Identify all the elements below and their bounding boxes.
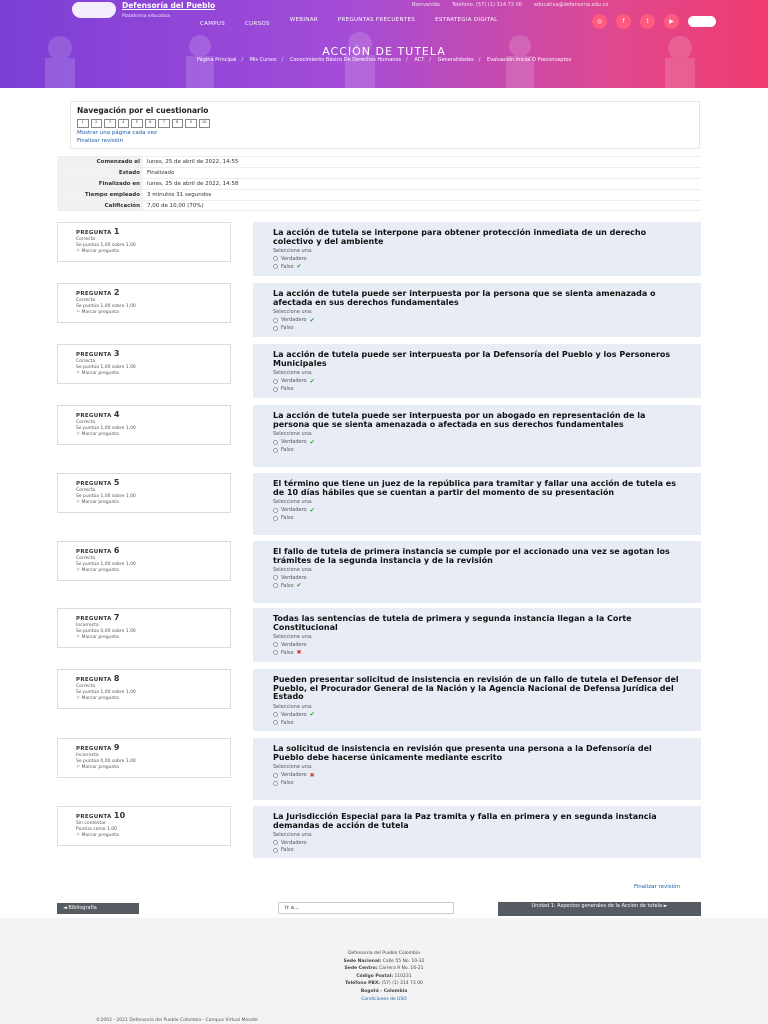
welcome-text: Bienvenido: [412, 2, 440, 8]
select-one-label: Seleccione una:: [273, 370, 313, 376]
attempt-summary: [57, 156, 701, 211]
copyright: ©2002 - 2021 Defensoría del Pueblo Colombia - Campus Virtual Moodle: [96, 1018, 258, 1023]
social-icons: [592, 14, 716, 29]
summary-row: [57, 189, 701, 200]
breadcrumb-item[interactable]: Página Principal: [196, 57, 237, 63]
question-number-value: 6: [113, 546, 120, 555]
question-info: [57, 473, 231, 513]
question-label: PREGUNTA: [76, 352, 112, 358]
answer-option-true[interactable]: [273, 439, 681, 446]
radio-button[interactable]: [273, 387, 278, 392]
answer-label: Verdadero: [281, 317, 307, 323]
select-one-label: Seleccione una:: [273, 764, 313, 770]
question-number: [76, 410, 212, 419]
flag-question-link[interactable]: [76, 635, 212, 640]
footer-label: Código Postal:: [356, 973, 393, 979]
question-number-value: 2: [113, 288, 120, 297]
radio-button[interactable]: [273, 256, 278, 261]
breadcrumb-item[interactable]: ACT: [414, 57, 425, 63]
top-contact-info: [412, 2, 608, 8]
flag-icon: ⚐: [76, 833, 82, 838]
answer-option-false[interactable]: [273, 263, 681, 270]
answer-option-true[interactable]: [273, 575, 681, 581]
answer-label: Falso: [281, 515, 294, 521]
select-one-label: Seleccione una:: [273, 248, 313, 254]
breadcrumb: Página Principal / Mis Cursos / Conocimiento Básico De Derechos Humanos / ACT / Generalidades / Evaluación Inicial O Preconceptos: [196, 57, 572, 63]
logo-icon: [72, 2, 116, 18]
answer-label: Falso: [281, 780, 294, 786]
select-one-label: Seleccione una:: [273, 567, 313, 573]
radio-button[interactable]: [273, 326, 278, 331]
quiz-nav-button[interactable]: 3: [104, 119, 116, 128]
question-status: Sin contestar: [76, 821, 106, 826]
answer-label: Falso: [281, 447, 294, 453]
summary-label: Finalizado en: [57, 179, 143, 189]
phone-text: Teléfono: (57) (1) 314 73 00: [451, 2, 522, 8]
answer-label: Verdadero: [281, 378, 307, 384]
question-status: Correcta: [76, 237, 96, 242]
flag-label: Marcar pregunta: [81, 833, 119, 838]
answer-label: Verdadero: [281, 574, 307, 581]
question-text: La acción de tutela puede ser interpuesta por la Defensoría del Pueblo y los Personeros Municipales: [273, 350, 671, 368]
radio-button[interactable]: [273, 264, 278, 269]
summary-value: 7,00 de 10,00 (70%): [147, 202, 204, 209]
quiz-nav-button[interactable]: 4: [118, 119, 130, 128]
question-label: PREGUNTA: [76, 677, 112, 683]
radio-button[interactable]: [273, 516, 278, 521]
radio-button[interactable]: [273, 642, 278, 647]
footer-value: (57) (1) 314 73 00: [381, 981, 423, 987]
quiz-nav-button[interactable]: 2: [91, 119, 103, 128]
quiz-nav-button[interactable]: 5: [131, 119, 143, 128]
answer-option-false[interactable]: [273, 447, 681, 453]
flag-question-link[interactable]: [76, 500, 212, 505]
question-text: Todas las sentencias de tutela de primera y segunda instancia llegan a la Corte Constitucional: [273, 614, 632, 632]
question-label: PREGUNTA: [76, 291, 112, 297]
answer-option-true[interactable]: [273, 507, 681, 514]
radio-button[interactable]: [273, 720, 278, 725]
flag-question-link[interactable]: [76, 432, 212, 437]
flag-icon: ⚐: [76, 635, 82, 640]
question-points: Puntúa como 1,00: [76, 827, 117, 832]
select-one-label: Seleccione una:: [273, 309, 313, 315]
question-number: [76, 478, 212, 487]
answer-option-true[interactable]: [273, 840, 681, 846]
flag-label: Marcar pregunta: [81, 568, 119, 573]
radio-button[interactable]: [273, 650, 278, 655]
question-points: Se puntúa 0,00 sobre 1,00: [76, 759, 136, 764]
summary-value: lunes, 25 de abril de 2022, 14:58: [147, 181, 239, 187]
summary-row: [57, 156, 701, 167]
flag-icon: ⚐: [76, 696, 82, 701]
nav-campus[interactable]: CAMPUS: [200, 21, 225, 27]
question-points: Se puntúa 1,00 sobre 1,00: [76, 243, 136, 248]
question-status: Correcta: [76, 420, 96, 425]
flag-icon: ⚐: [76, 568, 82, 573]
question-label: PREGUNTA: [76, 746, 112, 752]
breadcrumb-item[interactable]: Generalidades: [437, 57, 474, 63]
cross-icon: ✖: [296, 649, 302, 656]
question-number-value: 5: [113, 478, 120, 487]
radio-button[interactable]: [273, 508, 278, 513]
answer-label: Falso: [281, 325, 294, 331]
question-text: La acción de tutela puede ser interpuesta por la persona que se sienta amenazada o afectada en sus derechos fundamentales: [273, 289, 656, 307]
question-status: Incorrecta: [76, 753, 99, 758]
summary-value: lunes, 25 de abril de 2022, 14:55: [147, 159, 239, 165]
answer-option-false[interactable]: [273, 515, 681, 521]
quiz-nav-title: Navegación por el cuestionario: [77, 106, 209, 115]
summary-label: Tiempo empleado: [57, 190, 143, 200]
flag-label: Marcar pregunta: [81, 249, 119, 254]
footer-value: Carrera 9 No. 16-21: [378, 966, 424, 972]
check-icon: ✔: [309, 377, 315, 385]
question-info: [57, 344, 231, 384]
footer: [0, 918, 768, 1024]
answer-option-true[interactable]: [273, 772, 681, 779]
check-icon: ✔: [296, 263, 302, 270]
question-points: Se puntúa 0,00 sobre 1,00: [76, 629, 136, 634]
breadcrumb-item[interactable]: Mis Cursos: [249, 57, 277, 63]
question-number: [76, 227, 212, 236]
email-text: educativa@defensoria.edu.co: [533, 2, 609, 8]
answer-option-true[interactable]: [273, 711, 681, 718]
flag-icon: ⚐: [76, 310, 82, 315]
question-text: El término que tiene un juez de la república para tramitar y fallar una acción de tutela es de 10 días hábiles que se cuentan a partir del momento de su presentación: [273, 479, 676, 497]
summary-value: 3 minutos 31 segundos: [147, 192, 212, 198]
radio-button[interactable]: [273, 379, 278, 384]
question-status: Correcta: [76, 359, 96, 364]
question-content: [253, 473, 701, 535]
nav-cursos[interactable]: CURSOS: [244, 21, 270, 27]
flag-label: Marcar pregunta: [81, 765, 119, 770]
answer-option-true[interactable]: [273, 642, 681, 648]
breadcrumb-item[interactable]: Conocimiento Básico De Derechos Humanos: [289, 57, 402, 63]
finish-review-bottom-link[interactable]: Finalizar revisión: [634, 884, 681, 890]
question-content: [253, 405, 701, 467]
answer-label: Falso: [281, 847, 294, 853]
answer-label: Verdadero: [281, 641, 307, 648]
question-number: [76, 811, 212, 820]
flag-question-link[interactable]: [76, 310, 212, 315]
check-icon: ✔: [309, 438, 315, 446]
question-status: Correcta: [76, 684, 96, 689]
question-status: Correcta: [76, 488, 96, 493]
question-number: [76, 349, 212, 358]
question-content: [253, 738, 701, 800]
question-label: PREGUNTA: [76, 616, 112, 622]
flag-question-link[interactable]: [76, 568, 212, 573]
question-content: [253, 608, 701, 662]
radio-button[interactable]: [273, 448, 278, 453]
question-number: [76, 743, 212, 752]
answer-option-false[interactable]: [273, 780, 681, 786]
answer-option-false[interactable]: [273, 325, 681, 331]
summary-row: [57, 178, 701, 189]
question-points: Se puntúa 1,00 sobre 1,00: [76, 690, 136, 695]
summary-label: Comenzado el: [57, 157, 143, 167]
quiz-nav-button[interactable]: 1: [77, 119, 89, 128]
question-points: Se puntúa 1,00 sobre 1,00: [76, 304, 136, 309]
flag-label: Marcar pregunta: [81, 500, 119, 505]
question-points: Se puntúa 1,00 sobre 1,00: [76, 562, 136, 567]
question-text: La Jurisdicción Especial para la Paz tramita y falla en primera y en segunda instancia demandas de acción de tutela: [273, 812, 657, 830]
question-number-value: 10: [113, 811, 126, 820]
answer-option-true[interactable]: [273, 378, 681, 385]
flag-label: Marcar pregunta: [81, 310, 119, 315]
question-text: La acción de tutela se interpone para obtener protección inmediata de un derecho colectivo y del ambiente: [273, 228, 647, 246]
radio-button[interactable]: [273, 575, 278, 580]
question-text: Pueden presentar solicitud de insistencia en revisión de un fallo de tutela el Defensor del Pueblo, el Procurador General de la Nación y la Agencia Nacional de Defensa Jurídica del Estado: [273, 675, 679, 701]
answer-label: Falso: [281, 719, 294, 726]
answer-label: Verdadero: [281, 839, 307, 846]
footer-label: Sede Centro:: [344, 966, 378, 972]
question-info: [57, 806, 231, 846]
instagram-icon[interactable]: ◎: [592, 14, 607, 29]
radio-button[interactable]: [273, 712, 278, 717]
page-title: ACCIÓN DE TUTELA: [322, 45, 446, 58]
youtube-icon[interactable]: ▶: [664, 14, 679, 29]
footer-org: Defensoría del Pueblo Colombia: [348, 951, 420, 956]
answer-option-true[interactable]: [273, 256, 681, 262]
question-status: Correcta: [76, 298, 96, 303]
quiz-navigation: [70, 101, 700, 149]
question-status: Incorrecta: [76, 623, 99, 628]
answer-label: Falso: [281, 649, 294, 656]
flag-label: Marcar pregunta: [81, 696, 119, 701]
summary-value: Finalizado: [147, 170, 175, 176]
answer-label: Verdadero: [281, 439, 307, 445]
flag-icon: ⚐: [76, 249, 82, 254]
question-label: PREGUNTA: [76, 549, 112, 555]
summary-row: [57, 200, 701, 211]
footer-value: 110231: [394, 973, 412, 979]
answer-option-true[interactable]: [273, 317, 681, 324]
answer-label: Verdadero: [281, 772, 307, 778]
check-icon: ✔: [309, 711, 315, 718]
select-one-label: Seleccione una:: [273, 431, 313, 437]
facebook-icon[interactable]: f: [616, 14, 631, 29]
check-icon: ✔: [309, 316, 315, 324]
question-text: La acción de tutela puede ser interpuesta por un abogado en representación de la persona que se sienta amenazada o afectada en sus derechos fundamentales: [273, 411, 646, 429]
flag-icon: ⚐: [76, 432, 82, 437]
question-text: La solicitud de insistencia en revisión que presenta una persona a la Defensoría del Pueblo debe hacerse únicamente mediante escrito: [273, 744, 652, 762]
radio-button[interactable]: [273, 848, 278, 853]
cross-icon: ✖: [309, 771, 315, 779]
quiz-nav-button[interactable]: 7: [158, 119, 170, 128]
quiz-nav-button[interactable]: 10: [199, 119, 211, 128]
flag-label: Marcar pregunta: [81, 371, 119, 376]
main-nav: [190, 17, 508, 27]
radio-button[interactable]: [273, 583, 278, 588]
footer-label: Sede Nacional:: [343, 958, 382, 964]
question-label: PREGUNTA: [76, 413, 112, 419]
twitter-icon[interactable]: t: [640, 14, 655, 29]
question-number: [76, 546, 212, 555]
question-number: [76, 613, 212, 622]
header: [0, 0, 768, 88]
question-number-value: 8: [113, 674, 120, 683]
question-number-value: 3: [113, 349, 120, 358]
question-label: PREGUNTA: [76, 230, 112, 236]
answer-option-false[interactable]: [273, 847, 681, 853]
quiz-nav-buttons: [77, 119, 693, 128]
question-points: Se puntúa 1,00 sobre 1,00: [76, 494, 136, 499]
answer-label: Verdadero: [281, 711, 307, 718]
footer-value: Calle 55 No. 10-32: [382, 958, 425, 964]
select-one-label: Seleccione una:: [273, 703, 313, 710]
answer-label: Verdadero: [281, 507, 307, 513]
flag-question-link[interactable]: [76, 765, 212, 770]
question-info: [57, 222, 231, 262]
summary-label: Estado: [57, 168, 143, 178]
question-number: [76, 674, 212, 683]
flag-question-link[interactable]: [76, 371, 212, 376]
question-number-value: 9: [113, 743, 120, 752]
select-one-label: Seleccione una:: [273, 832, 313, 838]
footer-label: Teléfono PBX:: [345, 981, 381, 987]
logo-subtitle: Plataforma educativa: [122, 14, 171, 19]
quiz-nav-button[interactable]: 8: [172, 119, 184, 128]
flag-icon: ⚐: [76, 765, 82, 770]
flag-question-link[interactable]: [76, 833, 212, 838]
radio-button[interactable]: [273, 840, 278, 845]
answer-label: Falso: [281, 263, 294, 270]
flag-label: Marcar pregunta: [81, 635, 119, 640]
jump-to-select[interactable]: Ir a...: [278, 902, 454, 914]
summary-row: [57, 167, 701, 178]
question-info: [57, 541, 231, 581]
answer-option-false[interactable]: [273, 720, 681, 726]
question-status: Correcta: [76, 556, 96, 561]
question-number-value: 7: [113, 613, 120, 622]
question-label: PREGUNTA: [76, 481, 112, 487]
select-one-label: Seleccione una:: [273, 499, 313, 505]
radio-button[interactable]: [273, 781, 278, 786]
quiz-nav-button[interactable]: 6: [145, 119, 157, 128]
flag-label: Marcar pregunta: [81, 432, 119, 437]
question-text: El fallo de tutela de primera instancia se cumple por el accionado una vez se agotan los trámites de la segunda instancia y de la revisión: [273, 547, 670, 565]
check-icon: ✔: [309, 506, 315, 514]
question-label: PREGUNTA: [76, 814, 112, 820]
finish-review-link[interactable]: Finalizar revisión: [77, 138, 124, 144]
question-content: [253, 344, 701, 398]
breadcrumb-item[interactable]: Evaluación Inicial O Preconceptos: [487, 57, 572, 63]
question-info: [57, 669, 231, 709]
flag-question-link[interactable]: [76, 696, 212, 701]
question-number-value: 4: [113, 410, 120, 419]
question-content: [253, 283, 701, 337]
next-activity-button[interactable]: Unidad 1: Aspectos generales de la Acción de tutela ►: [498, 902, 701, 916]
flag-icon: ⚐: [76, 500, 82, 505]
footer-city: Bogotá - Colombia: [360, 988, 408, 994]
question-info: [57, 608, 231, 648]
question-info: [57, 738, 231, 778]
show-one-page-link[interactable]: Mostrar una página cada vez: [77, 130, 157, 136]
answer-option-false[interactable]: [273, 582, 681, 589]
question-content: [253, 806, 701, 858]
radio-button[interactable]: [273, 773, 278, 778]
question-content: [253, 222, 701, 276]
answer-label: Verdadero: [281, 255, 307, 262]
check-icon: ✔: [296, 582, 302, 589]
question-content: [253, 541, 701, 603]
question-info: [57, 283, 231, 323]
answer-label: Falso: [281, 386, 294, 392]
prev-activity-button[interactable]: ◄ Bibliografía: [57, 903, 139, 914]
conditions-link[interactable]: Condiciones de USO: [361, 996, 407, 1002]
logo-title: Defensoría del Pueblo: [122, 1, 216, 10]
select-one-label: Seleccione una:: [273, 634, 313, 640]
flag-icon: ⚐: [76, 371, 82, 376]
nav-webinar[interactable]: WEBINAR: [289, 17, 318, 23]
flag-question-link[interactable]: [76, 249, 212, 254]
question-info: [57, 405, 231, 445]
summary-label: Calificación: [57, 201, 143, 210]
radio-button[interactable]: [273, 318, 278, 323]
nav-preguntas[interactable]: PREGUNTAS FRECUENTES: [337, 17, 416, 23]
nav-estrategia[interactable]: ESTRATEGIA DIGITAL: [435, 17, 498, 23]
question-points: Se puntúa 1,00 sobre 1,00: [76, 365, 136, 370]
answer-option-false[interactable]: [273, 386, 681, 392]
question-points: Se puntúa 1,00 sobre 1,00: [76, 426, 136, 431]
question-number-value: 1: [113, 227, 120, 236]
answer-label: Falso: [281, 582, 294, 589]
quiz-nav-button[interactable]: 9: [185, 119, 197, 128]
question-number: [76, 288, 212, 297]
answer-option-false[interactable]: [273, 649, 681, 656]
question-content: [253, 669, 701, 731]
radio-button[interactable]: [273, 440, 278, 445]
user-menu-button[interactable]: [688, 16, 716, 27]
